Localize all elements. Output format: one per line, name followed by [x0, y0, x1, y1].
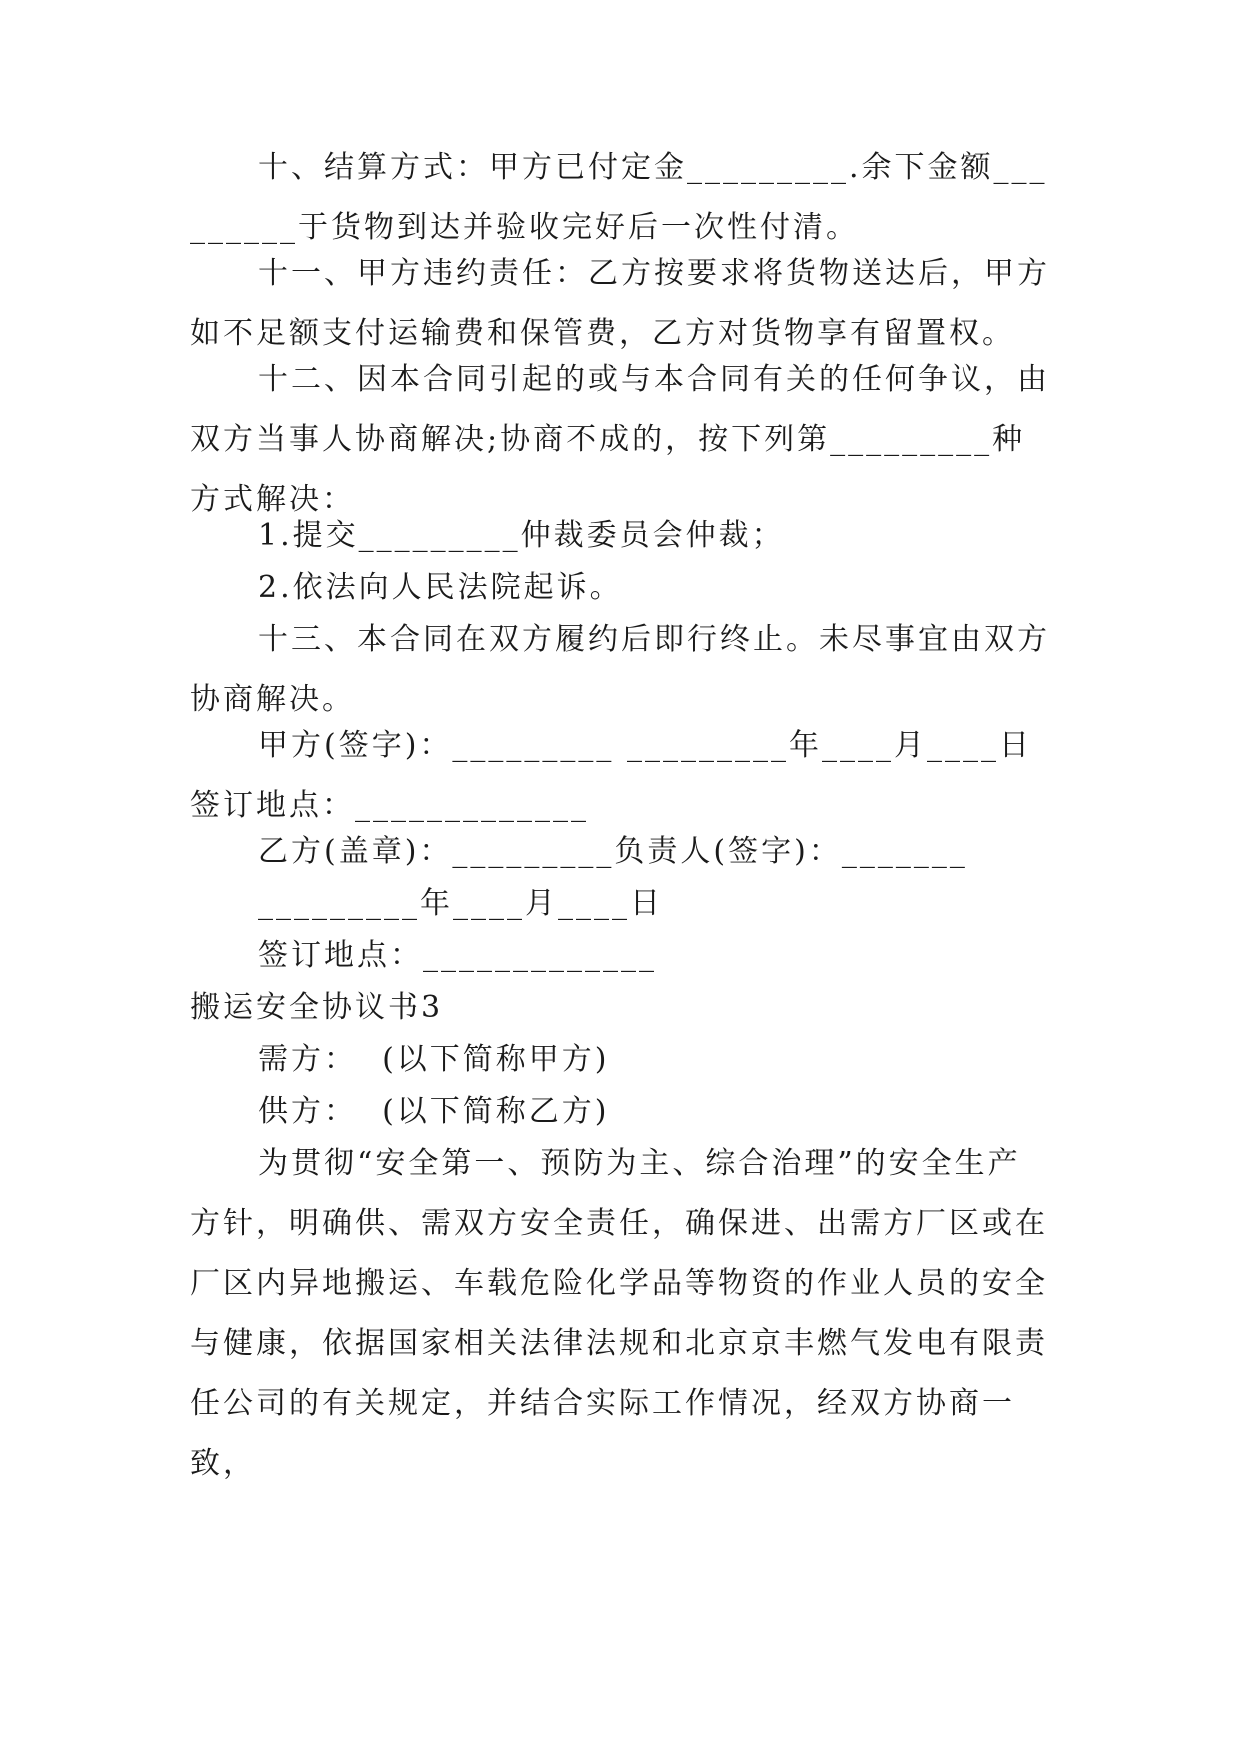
demand-party-line: 需方： (以下简称甲方)	[258, 1042, 610, 1077]
supply-party-line: 供方： (以下简称乙方)	[258, 1094, 610, 1129]
clause-10: 十、结算方式：甲方已付定金_________.余下金额_________于货物到达并验收完好后一次性付清。	[190, 150, 1048, 245]
clause-12: 十二、因本合同引起的或与本合同有关的任何争议，由双方当事人协商解决;协商不成的，按下列第_________种方式解决：	[190, 362, 1050, 517]
clause-13: 十三、本合同在双方履约后即行终止。未尽事宜由双方协商解决。	[190, 622, 1050, 717]
clause-11: 十一、甲方违约责任：乙方按要求将货物送达后，甲方如不足额支付运输费和保管费，乙方对货物享有留置权。	[190, 256, 1050, 351]
clause-12-option-1: 1.提交_________仲裁委员会仲裁；	[258, 518, 785, 553]
party-a-signature: 甲方(签字)：_________ _________年____月____日签订地点：_____________	[190, 728, 1032, 823]
intro-paragraph: 为贯彻“安全第一、预防为主、综合治理”的安全生产方针，明确供、需双方安全责任，确保进、出需方厂区或在厂区内异地搬运、车载危险化学品等物资的作业人员的安全与健康，依据国家相关法律法规和北京京丰燃气发电有限责任公司的有关规定，并结合实际工作情况，经双方协商一致，	[190, 1146, 1048, 1481]
party-b-seal-line: 乙方(盖章)：_________负责人(签字)：_______	[258, 834, 968, 869]
clause-12-option-2: 2.依法向人民法院起诉。	[258, 570, 623, 605]
party-b-sign-place: 签订地点：_____________	[258, 938, 657, 973]
party-b-date-line: _________年____月____日	[258, 886, 663, 921]
section-title: 搬运安全协议书3	[190, 990, 444, 1025]
